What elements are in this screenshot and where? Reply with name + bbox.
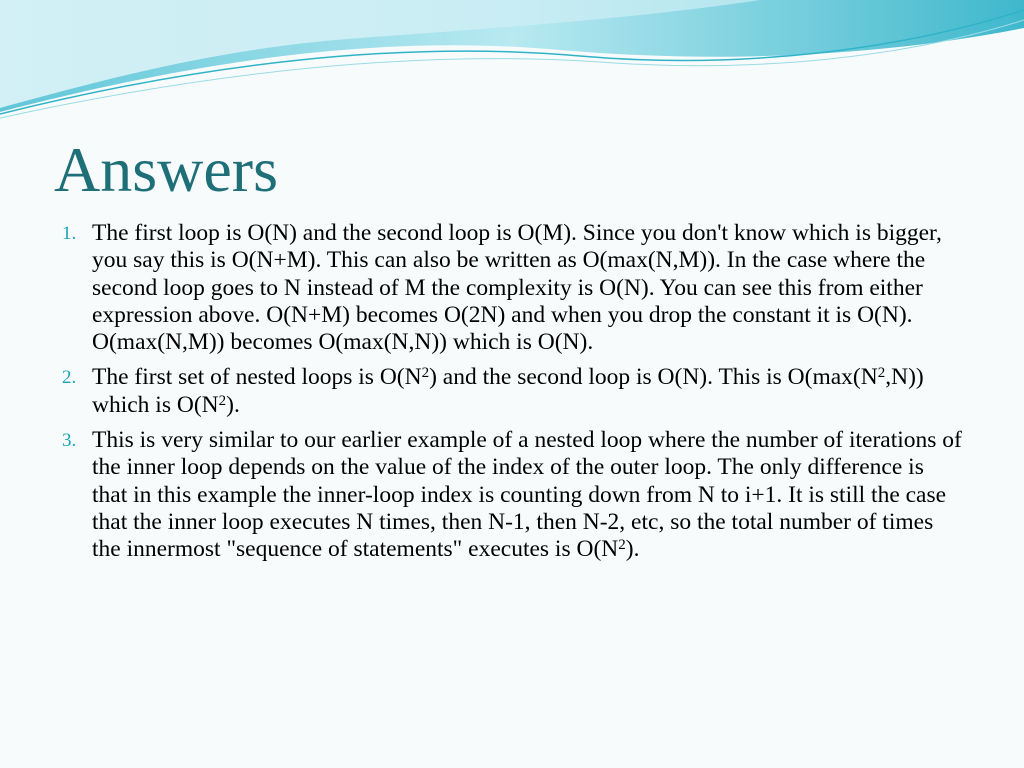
text-segment: ) and the second loop is O(N). This is O(max(N [429, 364, 878, 391]
text-segment: The first set of nested loops is O(N [92, 364, 422, 391]
text-segment: ). [625, 536, 640, 563]
answer-item-2 [62, 364, 962, 419]
text-segment: This is very similar to our earlier example of a nested loop where the number of iterations of the inner loop depends on the value of the index of the outer loop. The only difference is that in this example the inner-loop index is counting down from N to i+1. It is still the case that the inner loop executes N times, then N-1, then N-2, etc, so the total number of times the innermost "sequence of statements" executes is O(N [92, 427, 962, 563]
superscript: 2 [618, 537, 626, 554]
answer-item-1 [62, 220, 962, 356]
superscript: 2 [877, 365, 886, 382]
slide-title: Answers [54, 134, 278, 205]
item-text [92, 364, 962, 419]
text-segment: ,N)) which is O(N [92, 364, 924, 418]
item-number: 3. [62, 430, 77, 452]
item-number: 2. [62, 367, 77, 389]
superscript: 2 [421, 365, 430, 382]
item-text: The first loop is O(N) and the second loop is O(M). Since you don't know which is bigger, you say this is O(N+M). This can also be written as O(max(N,M)). In the case where the second loop goes to N instead of M the complexity is O(N). You can see this from either expression above. O(N+M) becomes O(2N) and when you drop the constant it is O(N). O(max(N,M)) becomes O(max(N,N)) which is O(N). [92, 220, 942, 356]
text-segment: ). [226, 391, 240, 418]
superscript: 2 [218, 392, 227, 409]
item-text [92, 427, 962, 563]
header-wave-decoration [0, 0, 1024, 130]
item-number: 1. [62, 223, 77, 244]
answers-list [62, 220, 962, 572]
answer-item-3 [62, 427, 962, 563]
